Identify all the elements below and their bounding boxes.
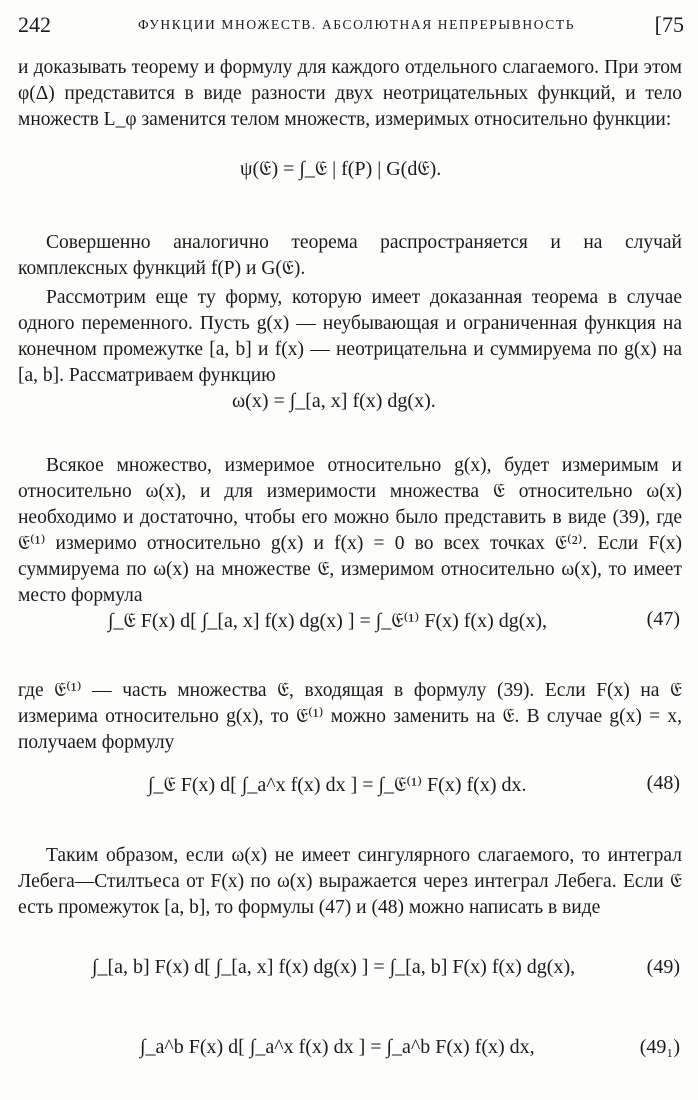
formula-omega — [232, 390, 436, 440]
formula-48-text: ∫_𝔈 F(x) d[ ∫_a^x f(x) dx ] = ∫_𝔈⁽¹⁾ F(x) f(x) dx. — [148, 774, 527, 796]
formula-49 — [92, 956, 575, 1006]
formula-psi-text: ψ(𝔈) = ∫_𝔈 | f(P) | G(d𝔈). — [240, 158, 442, 180]
equation-number-48: (48) — [646, 772, 680, 794]
page-header — [18, 12, 684, 42]
formula-psi — [240, 158, 441, 218]
paragraph-4: Всякое множество, измеримое относительно g(x), будет измеримым и относительно ω(x), и для измеримости множества 𝔈 относительно ω(x) необходимо и достаточно, чтобы его можно было представить в виде (39), где 𝔈⁽¹⁾ измеримо относительно g(x) и f(x) = 0 во всех точках 𝔈⁽²⁾. Если F(x) суммируема по ω(x) на множестве 𝔈, измеримом относительно ω(x), то имеет место формула — [18, 455, 682, 606]
equation-number-49: (49) — [646, 956, 680, 978]
equation-number-47: (47) — [646, 608, 680, 630]
paragraph-1: и доказывать теорему и формулу для каждого отдельного слагаемого. При этом φ(Δ) представится в виде разности двух неотрицательных функций, и тело множеств L_φ заменится телом множеств, измеримых относительно функции: — [18, 57, 682, 130]
paragraph-3: Рассмотрим еще ту форму, которую имеет доказанная теорема в случае одного переменного. Пусть g(x) — неубывающая и ограниченная функция на конечном промежутке [a, b] и f(x) — неотрицательна и суммируема по g(x) на [a, b]. Рассматриваем функцию — [18, 287, 682, 386]
section-number: [75 — [654, 12, 684, 37]
formula-47 — [108, 608, 547, 658]
formula-48 — [148, 772, 527, 822]
running-title: ФУНКЦИИ МНОЖЕСТВ. АБСОЛЮТНАЯ НЕПРЕРЫВНОСТЬ — [138, 17, 576, 32]
paragraph-2: Совершенно аналогично теорема распространяется и на случай комплексных функций f(P) и G(𝔈). — [18, 232, 682, 279]
formula-49-1-text: ∫_a^b F(x) d[ ∫_a^x f(x) dx ] = ∫_a^b F(x) f(x) dx, — [140, 1036, 535, 1058]
formula-49-text: ∫_[a, b] F(x) d[ ∫_[a, x] f(x) dg(x) ] = ∫_[a, b] F(x) f(x) dg(x), — [92, 956, 576, 978]
formula-omega-text: ω(x) = ∫_[a, x] f(x) dg(x). — [232, 390, 436, 412]
page-number: 242 — [18, 12, 51, 37]
paragraph-6: Таким образом, если ω(x) не имеет сингулярного слагаемого, то интеграл Лебега—Стилтьеса от F(x) по ω(x) выражается через интеграл Лебега. Если 𝔈 есть промежуток [a, b], то формулы (47) и (48) можно написать в виде — [18, 845, 682, 918]
formula-47-text: ∫_𝔈 F(x) d[ ∫_[a, x] f(x) dg(x) ] = ∫_𝔈⁽¹⁾ F(x) f(x) dg(x), — [108, 610, 548, 632]
paragraph-5: где 𝔈⁽¹⁾ — часть множества 𝔈, входящая в формулу (39). Если F(x) на 𝔈 измерима относительно g(x), то 𝔈⁽¹⁾ можно заменить на 𝔈. В случае g(x) = x, получаем формулу — [18, 680, 682, 753]
equation-number-49-1: (49₁) — [639, 1036, 680, 1058]
formula-49-1 — [140, 1036, 535, 1086]
